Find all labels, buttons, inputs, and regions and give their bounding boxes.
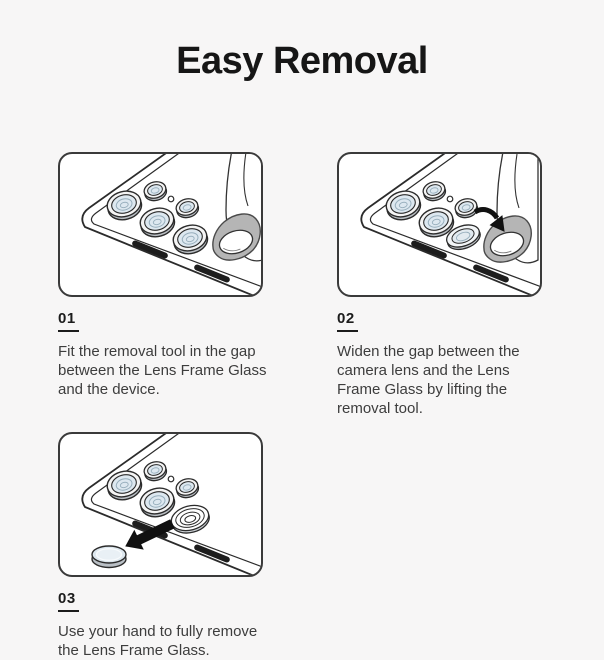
step-2 — [337, 152, 562, 418]
step-3 — [58, 432, 283, 660]
step-2-illustration-panel — [337, 152, 542, 297]
step-1-illustration-panel — [58, 152, 263, 297]
step-1-number: 01 — [58, 310, 79, 332]
lens-frame-glass — [170, 222, 210, 258]
page-title: Easy Removal — [176, 40, 428, 82]
step-1-text: Fit the removal tool in the gap between the Lens Frame Glass and the device. — [58, 343, 267, 398]
removed-lens-frame-glass — [92, 546, 126, 568]
step-3-illustration-panel — [58, 432, 263, 577]
step-3-number: 03 — [58, 590, 79, 612]
phone-illustration-step-3 — [60, 434, 261, 575]
bare-lens-rings — [169, 501, 213, 536]
step-3-text: Use your hand to fully remove the Lens Frame Glass. — [58, 623, 258, 659]
phone-illustration-step-2 — [339, 154, 540, 295]
step-2-number: 02 — [337, 310, 358, 332]
phone-illustration-step-1 — [60, 154, 261, 295]
step-1 — [58, 152, 283, 399]
step-2-text: Widen the gap between the camera lens and the Lens Frame Glass by lifting the removal tool. — [337, 343, 520, 417]
